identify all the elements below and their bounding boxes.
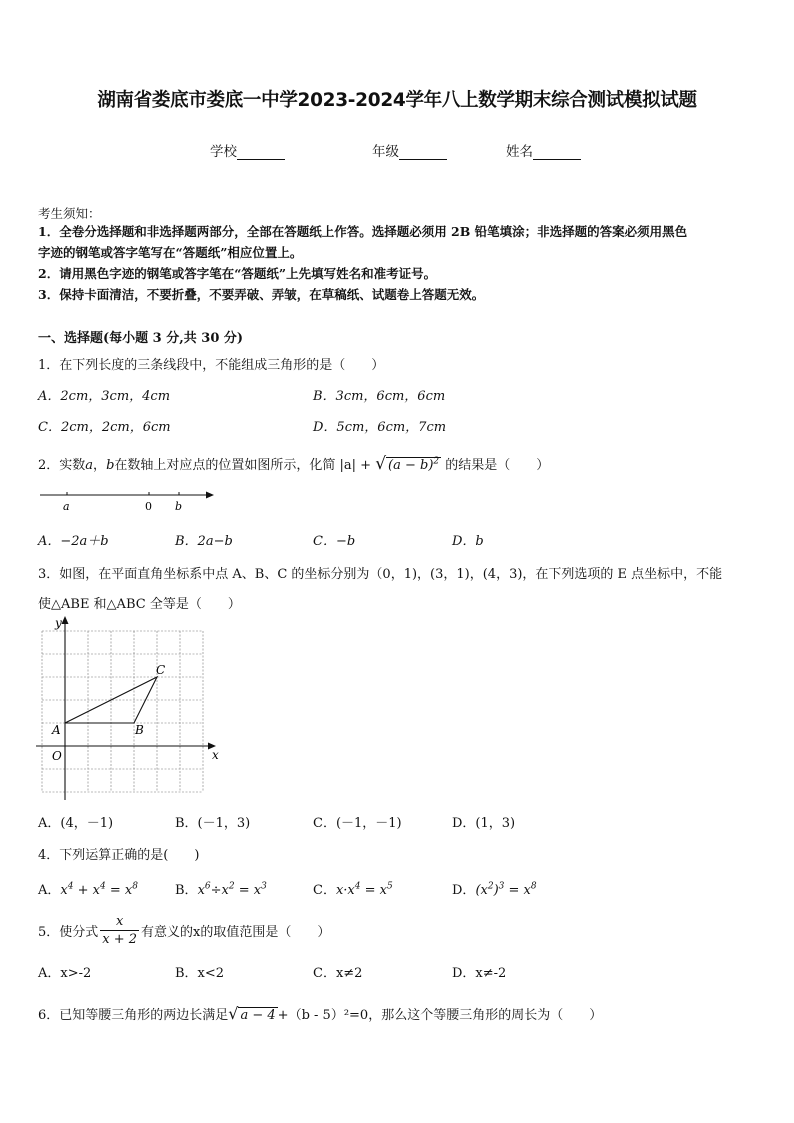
q5-option-d: D．x≠-2	[452, 966, 507, 981]
expr-part: x	[197, 883, 205, 898]
school-field	[210, 140, 285, 160]
q5-option-a: A．x>-2	[38, 966, 92, 981]
q2-var-b: b	[106, 458, 115, 473]
q2-sqrt-exp: 2	[433, 456, 440, 467]
number-line-arrow	[206, 492, 214, 499]
notice-item-3: 3．保持卡面清洁，不要折叠，不要弄破、弄皱，在草稿纸、试题卷上答题无效。	[38, 287, 485, 302]
name-label: 姓名	[506, 144, 533, 160]
expr-exp: 2	[487, 881, 494, 892]
expr-part: = x	[105, 883, 133, 898]
q2-comma: ，	[93, 458, 107, 473]
expr-part: (x	[475, 883, 488, 898]
expr-part: x·x	[335, 883, 355, 898]
q3-stem-line2: 使△ABE 和△ABC 全等是（ ）	[38, 597, 241, 612]
q6-stem	[38, 1004, 602, 1023]
q2-stem-post: 的结果是（ ）	[445, 458, 550, 473]
y-axis-label: y	[55, 616, 62, 630]
expr-part: = x	[360, 883, 387, 898]
expr-exp: 4	[67, 881, 74, 892]
expr-exp: 8	[530, 881, 537, 892]
number-line	[36, 486, 220, 516]
q5-stem-post: 有意义的x的取值范围是（ ）	[141, 925, 331, 940]
q4-option-c-expr	[336, 883, 393, 898]
expr-exp: 5	[386, 881, 393, 892]
expr-exp: 6	[204, 881, 211, 892]
grid-lines	[42, 631, 203, 792]
q1-option-a: A．2cm，3cm，4cm	[38, 389, 171, 404]
expr-part: = x	[234, 883, 262, 898]
expr-part: + x	[73, 883, 100, 898]
y-axis-arrow	[62, 616, 69, 624]
expr-exp: 4	[354, 881, 361, 892]
q2-sqrt: √ $(a - b)^2$	[375, 454, 440, 474]
q4-option-d-label: D．	[452, 883, 476, 898]
q6-sqrt: √ a − 4	[228, 1004, 276, 1023]
q4-option-a-expr	[60, 883, 138, 898]
section-heading: 一、选择题(每小题 3 分,共 30 分)	[38, 331, 244, 346]
x-axis-label: x	[212, 748, 219, 762]
axis-label-0: 0	[145, 500, 152, 513]
q2-option-c: C．−b	[313, 534, 356, 549]
q5-denominator: x + 2	[102, 932, 138, 947]
expr-exp: 3	[261, 881, 267, 892]
q4-stem: 4．下列运算正确的是( )	[38, 848, 200, 863]
expr-part: ÷x	[210, 883, 229, 898]
page-title: 湖南省娄底市娄底一中学2023-2024学年八上数学期末综合测试模拟试题	[97, 90, 697, 111]
expr-exp: 2	[228, 881, 235, 892]
expr-part: x	[60, 883, 68, 898]
q4-option-c	[313, 879, 393, 898]
q3-stem-line1: 3．如图，在平面直角坐标系中点 A、B、C 的坐标分别为（0，1)，(3，1)，(4，3)，在下列选项的 E 点坐标中，不能	[38, 567, 723, 582]
q3-option-a: A．(4，－1)	[38, 816, 114, 831]
expr-exp: 3	[498, 881, 505, 892]
q3-option-c: C．(－1，－1)	[313, 816, 402, 831]
q5-stem	[38, 913, 330, 948]
q5-stem-pre: 5．使分式	[38, 925, 99, 940]
school-blank	[237, 145, 285, 160]
q3-option-b: B．(－1，3)	[175, 816, 251, 831]
notice-heading: 考生须知：	[38, 206, 101, 221]
point-c-label: C	[156, 663, 166, 677]
q1-option-b: B．3cm，6cm，6cm	[313, 389, 446, 404]
q5-option-c: C．x≠2	[313, 966, 363, 981]
q2-option-a: A．−2a＋b	[38, 534, 109, 549]
grade-field	[372, 140, 447, 160]
school-label: 学校	[210, 144, 237, 160]
q6-stem-pre: 6．已知等腰三角形的两边长满足	[38, 1008, 229, 1023]
q4-option-b	[175, 879, 267, 898]
q4-option-b-label: B．	[175, 883, 198, 898]
q2-stem-pre: 2．实数	[38, 458, 86, 473]
q4-option-b-expr	[198, 883, 267, 898]
q6-stem-post: +（b - 5）²=0，那么这个等腰三角形的周长为（ ）	[277, 1008, 603, 1023]
q5-fraction	[100, 913, 139, 948]
axis-label-a: a	[63, 500, 70, 513]
expr-part: = x	[504, 883, 531, 898]
q5-option-b: B．x<2	[175, 966, 225, 981]
q2-stem-mid: 在数轴上对应点的位置如图所示，化简 |a| +	[114, 458, 372, 473]
expr-exp: 4	[99, 881, 106, 892]
coordinate-grid	[36, 614, 224, 806]
origin-label: O	[52, 749, 62, 763]
notice-item-1a: 1．全卷分选择题和非选择题两部分，全部在答题纸上作答。选择题必须用 2B 铅笔填涂；非选择题的答案必须用黑色	[38, 224, 688, 239]
q4-option-a-label: A．	[38, 883, 61, 898]
name-blank	[533, 145, 581, 160]
grade-blank	[399, 145, 447, 160]
q1-stem: 1．在下列长度的三条线段中，不能组成三角形的是（ ）	[38, 358, 385, 373]
q1-option-d: D．5cm，6cm，7cm	[313, 420, 447, 435]
notice-item-1b: 字迹的钢笔或答字笔写在“答题纸”相应位置上。	[38, 245, 303, 260]
q4-option-d	[452, 879, 537, 898]
q2-stem	[38, 454, 549, 474]
grade-label: 年级	[372, 144, 399, 160]
expr-exp: 8	[132, 881, 138, 892]
q2-option-b: B．2a−b	[175, 534, 233, 549]
q2-option-d: D．b	[452, 534, 484, 549]
axis-label-b: b	[175, 500, 183, 513]
q6-sqrt-inner: a − 4	[240, 1008, 276, 1023]
q4-option-d-expr	[475, 883, 536, 898]
expr-part: )	[493, 883, 499, 898]
q4-option-c-label: C．	[313, 883, 336, 898]
point-b-label: B	[135, 723, 144, 737]
q2-var-a: a	[85, 458, 94, 473]
point-a-label: A	[52, 723, 61, 737]
q4-option-a	[38, 879, 138, 898]
q5-numerator: x	[115, 914, 124, 929]
q3-option-d: D．(1，3)	[452, 816, 516, 831]
notice-item-2: 2．请用黑色字迹的钢笔或答字笔在“答题纸”上先填写姓名和准考证号。	[38, 266, 437, 281]
q2-sqrt-inner: (a − b)	[388, 458, 434, 473]
name-field	[506, 140, 581, 160]
q1-option-c: C．2cm，2cm，6cm	[38, 420, 171, 435]
